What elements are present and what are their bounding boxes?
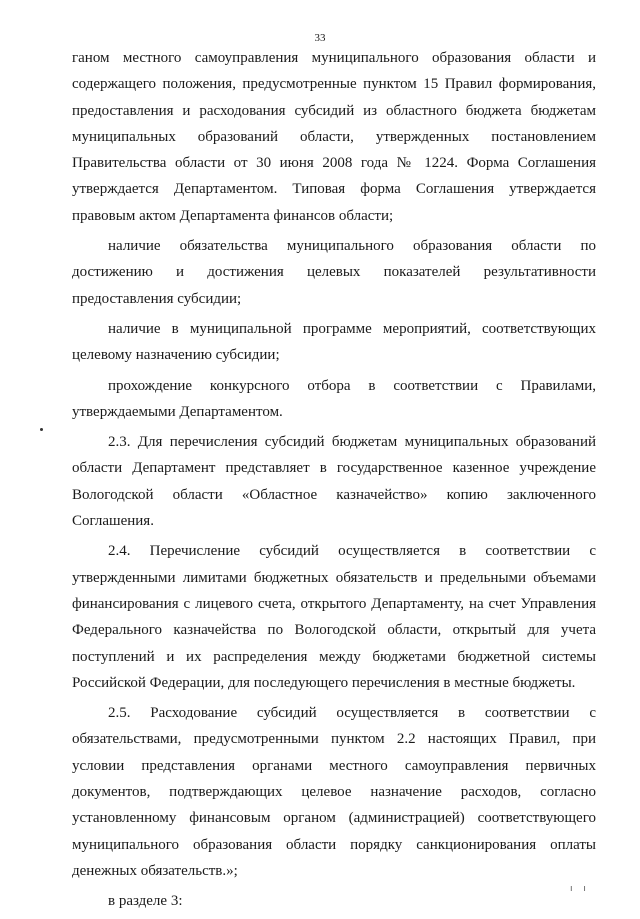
corner-mark: ı ı xyxy=(570,884,590,894)
paragraph-obligation-condition: наличие обязательства муниципального образования области по достижению и достижения целевых показателей результативности предоставления субсидии; xyxy=(72,238,596,307)
page-number: 33 xyxy=(314,32,326,44)
paragraph-continuation: ганом местного самоуправления муниципального образования области и содержащего положения, предусмотренные пунктом 15 Правил формирования, предоставления и расходования субсидий из областного бюджета бюджетам муниципальных образований области, утвержденных постановлением Правительства области от 30 июня 2008 года № 1224. Форма Соглашения утверждается Департаментом. Типовая форма Соглашения утверждается правовым актом Департамента финансов области; xyxy=(72,50,596,224)
document-body xyxy=(72,45,596,919)
paragraph-2-5: 2.5. Расходование субсидий осуществляется в соответствии с обязательствами, предусмотренными пунктом 2.2 настоящих Правил, при условии представления органами местного самоуправления первичных документов, подтверждающих целевое назначение расходов, согласно установленному финансовым органом (администрацией) соответствующего муниципального образования области порядку санкционирования оплаты денежных обязательств.»; xyxy=(72,705,596,879)
paragraph-program-condition: наличие в муниципальной программе мероприятий, соответствующих целевому назначению субсидии; xyxy=(72,320,596,364)
paragraph-section-3: в разделе 3: xyxy=(108,893,183,910)
paragraph-2-3: 2.3. Для перечисления субсидий бюджетам муниципальных образований области Департамент представляет в государственное казенное учреждение Вологодской области «Областное казначейство» копию заключенного Соглашения. xyxy=(72,434,596,530)
margin-mark xyxy=(40,428,43,431)
paragraph-2-4: 2.4. Перечисление субсидий осуществляется в соответствии с утвержденными лимитами бюджетных обязательств и предельными объемами финансирования с лицевого счета, открытого Департаменту, на счет Управления Федерального казначейства по Вологодской области, открытый для учета поступлений и их распределения между бюджетами бюджетной системы Российской Федерации, для последующего перечисления в местные бюджеты. xyxy=(72,543,596,691)
paragraph-competition-condition: прохождение конкурсного отбора в соответствии с Правилами, утверждаемыми Департаментом. xyxy=(72,377,596,420)
